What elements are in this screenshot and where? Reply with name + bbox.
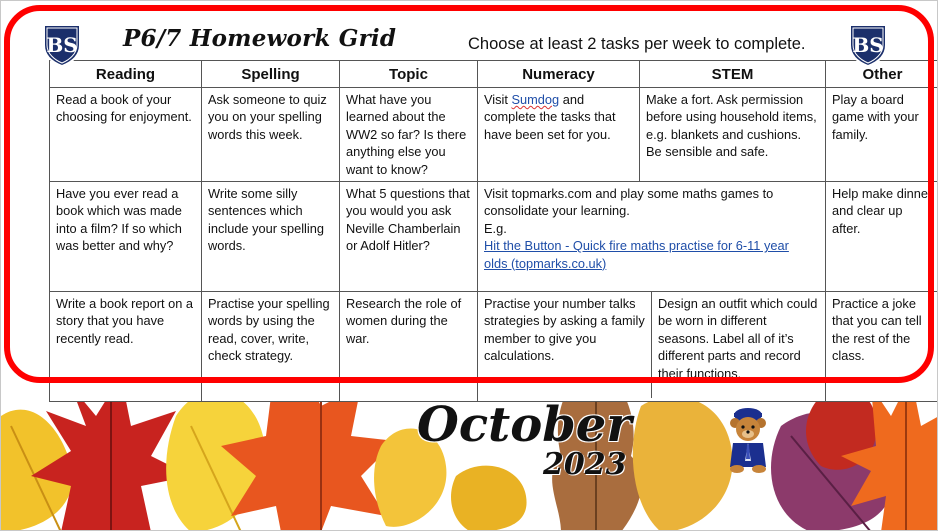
cell-stem: Make a fort. Ask permission before using household items, e.g. blankets and cushions. Be sensible and safe. [640, 88, 826, 182]
bear-mascot-image [723, 405, 773, 475]
column-header-other: Other [826, 61, 938, 88]
homework-grid [49, 60, 938, 400]
instruction-text: Choose at least 2 tasks per week to complete. [468, 35, 806, 53]
cell-other: Help make dinner and clear up after. [826, 182, 938, 292]
cell-reading: Have you ever read a book which was made into a film? If so which was better and why? [50, 182, 202, 292]
cell-reading: Write a book report on a story that you have recently read. [50, 292, 202, 402]
table-row [50, 88, 938, 182]
cell-reading: Read a book of your choosing for enjoyment. [50, 88, 202, 182]
homework-table [49, 60, 938, 402]
hit-the-button-link[interactable]: Hit the Button - Quick fire maths practise for 6-11 year olds (topmarks.co.uk) [484, 238, 789, 271]
school-crest-left [42, 21, 82, 67]
numeracy-text-after: and complete the tasks that have been set for you. [484, 92, 616, 142]
cell-other: Play a board game with your family. [826, 88, 938, 182]
cell-numeracy-stem-merged [478, 182, 826, 292]
table-row [50, 292, 938, 402]
cell-other: Practice a joke that you can tell the rest of the class. [826, 292, 938, 402]
numeracy-text-before: Visit [484, 92, 512, 107]
cell-numeracy-stem-split [478, 292, 826, 402]
column-header-numeracy: Numeracy [478, 61, 640, 88]
column-header-reading: Reading [50, 61, 202, 88]
column-header-stem: STEM [640, 61, 826, 88]
cell-numeracy [478, 88, 640, 182]
cell-topic: What 5 questions that you would you ask Neville Chamberlain or Adolf Hitler? [340, 182, 478, 292]
table-row [50, 182, 938, 292]
cell-topic: Research the role of women during the war. [340, 292, 478, 402]
column-header-topic: Topic [340, 61, 478, 88]
month-label: October [417, 397, 632, 453]
sumdog-link[interactable]: Sumdog [511, 92, 560, 107]
cell-spelling: Ask someone to quiz you on your spelling words this week. [202, 88, 340, 182]
column-header-spelling: Spelling [202, 61, 340, 88]
cell-stem: Design an outfit which could be worn in different seasons. Label all of it’s different parts and record their functions. [658, 296, 818, 381]
svg-text:BS: BS [46, 33, 78, 57]
cell-numeracy: Practise your number talks strategies by asking a family member to give you calculations. [478, 292, 652, 398]
cell-spelling: Write some silly sentences which include your spelling words. [202, 182, 340, 292]
cell-spelling: Practise your spelling words by using the read, cover, write, check strategy. [202, 292, 340, 402]
header-row [50, 61, 938, 88]
school-crest-right [848, 21, 888, 67]
eg-text: E.g. [484, 220, 507, 236]
svg-text:BS: BS [852, 33, 884, 57]
year-label: 2023 [543, 447, 627, 482]
page-title: P6/7 Homework Grid [123, 25, 397, 52]
topmarks-text: Visit topmarks.com and play some maths games to consolidate your learning. [484, 186, 774, 219]
cell-topic: What have you learned about the WW2 so far? Is there anything else you want to know? [340, 88, 478, 182]
